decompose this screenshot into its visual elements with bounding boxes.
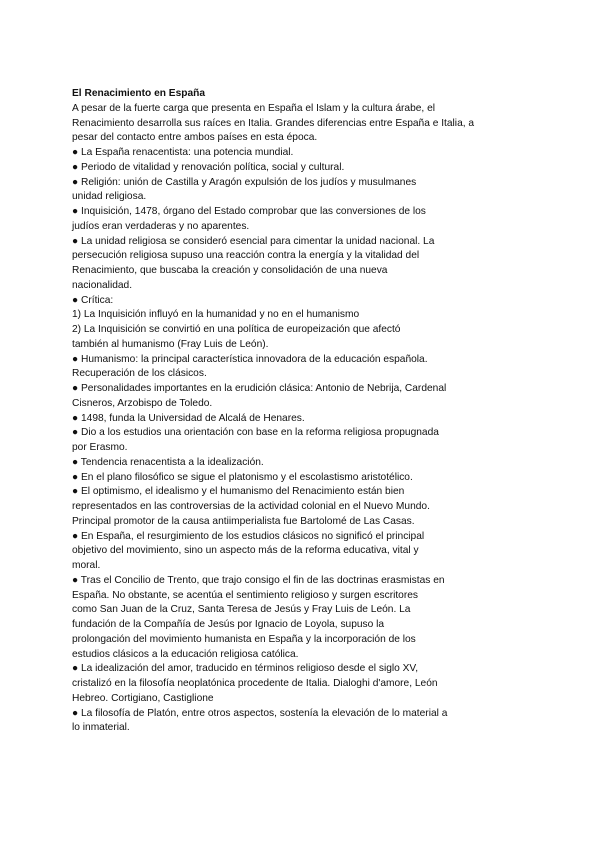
text-line: ● La España renacentista: una potencia mundial. <box>72 147 294 158</box>
text-line: ● Dio a los estudios una orientación con base en la reforma religiosa propugnada <box>72 427 439 439</box>
text-line: por Erasmo. <box>72 442 128 453</box>
text-line: ● Tendencia renacentista a la idealización. <box>72 456 264 468</box>
text-line: como San Juan de la Cruz, Santa Teresa de Jesús y Fray Luis de León. La <box>72 604 411 616</box>
document-body <box>72 87 522 736</box>
text-line: ● Tras el Concilio de Trento, que trajo consigo el fin de las doctrinas erasmistas en <box>72 574 445 586</box>
text-line: nacionalidad. <box>72 279 133 291</box>
text-line: Renacimiento, que buscaba la creación y consolidación de una nueva <box>72 265 388 276</box>
text-line: Recuperación de los clásicos. <box>72 368 207 380</box>
text-line: estudios clásicos a la educación religiosa católica. <box>72 648 299 660</box>
text-line: pesar del contacto entre ambos países en esta época. <box>72 132 318 144</box>
text-line: moral. <box>72 560 101 571</box>
text-line: fundación de la Compañía de Jesús por Ignacio de Loyola, supuso la <box>72 619 385 630</box>
text-line: representados en las controversias de la actividad colonial en el Nuevo Mundo. <box>72 501 430 512</box>
text-line: judíos eran verdaderas y no aparentes. <box>72 220 250 232</box>
text-line: Cisneros, Arzobispo de Toledo. <box>72 397 213 409</box>
text-line: 1) La Inquisición influyó en la humanidad y no en el humanismo <box>72 309 360 321</box>
text-line: prolongación del movimiento humanista en España y la incorporación de los <box>72 633 416 645</box>
text-line: ● Periodo de vitalidad y renovación política, social y cultural. <box>72 161 345 173</box>
text-line: España. No obstante, se acentúa el sentimiento religioso y surgen escritores <box>72 589 419 601</box>
text-line: ● En España, el resurgimiento de los estudios clásicos no significó el principal <box>72 530 425 542</box>
text-line: ● En el plano filosófico se sigue el platonismo y el escolastismo aristotélico. <box>72 471 413 483</box>
text-lines <box>72 102 522 736</box>
document-title: El Renacimiento en España <box>72 88 206 99</box>
text-line: lo inmaterial. <box>72 722 130 734</box>
text-line: 2) La Inquisición se convirtió en una política de europeización que afectó <box>72 324 401 335</box>
text-line: ● Crítica: <box>72 294 114 306</box>
text-line: Hebreo. Cortigiano, Castiglione <box>72 692 214 704</box>
text-line: Principal promotor de la causa antiimperialista fue Bartolomé de Las Casas. <box>72 515 415 527</box>
text-line: ● Humanismo: la principal característica innovadora de la educación española. <box>72 353 428 365</box>
text-line: ● 1498, funda la Universidad de Alcalá de Henares. <box>72 412 305 424</box>
text-line: ● El optimismo, el idealismo y el humanismo del Renacimiento están bien <box>72 486 405 498</box>
text-line: persecución religiosa supuso una reacción contra la energía y la vitalidad del <box>72 250 420 262</box>
text-line: ● La idealización del amor, traducido en términos religioso desde el siglo XV, <box>72 663 419 675</box>
text-line: también al humanismo (Fray Luis de León). <box>72 338 269 350</box>
text-line: Renacimiento desarrolla sus raíces en Italia. Grandes diferencias entre España e Italia, a <box>72 117 475 129</box>
text-line: objetivo del movimiento, sino un aspecto más de la reforma educativa, vital y <box>72 545 419 557</box>
text-line: unidad religiosa. <box>72 191 147 203</box>
text-line: ● Inquisición, 1478, órgano del Estado comprobar que las conversiones de los <box>72 206 426 217</box>
text-line: cristalizó en la filosofía neoplatónica procedente de Italia. Dialoghi d'amore, León <box>72 678 438 689</box>
text-line: ● La unidad religiosa se consideró esencial para cimentar la unidad nacional. La <box>72 235 435 247</box>
text-line: A pesar de la fuerte carga que presenta en España el Islam y la cultura árabe, el <box>72 102 436 114</box>
text-line: ● Religión: unión de Castilla y Aragón expulsión de los judíos y musulmanes <box>72 176 417 188</box>
text-line: ● Personalidades importantes en la erudición clásica: Antonio de Nebrija, Cardenal <box>72 383 447 394</box>
text-line: ● La filosofía de Platón, entre otros aspectos, sostenía la elevación de lo material a <box>72 707 448 719</box>
